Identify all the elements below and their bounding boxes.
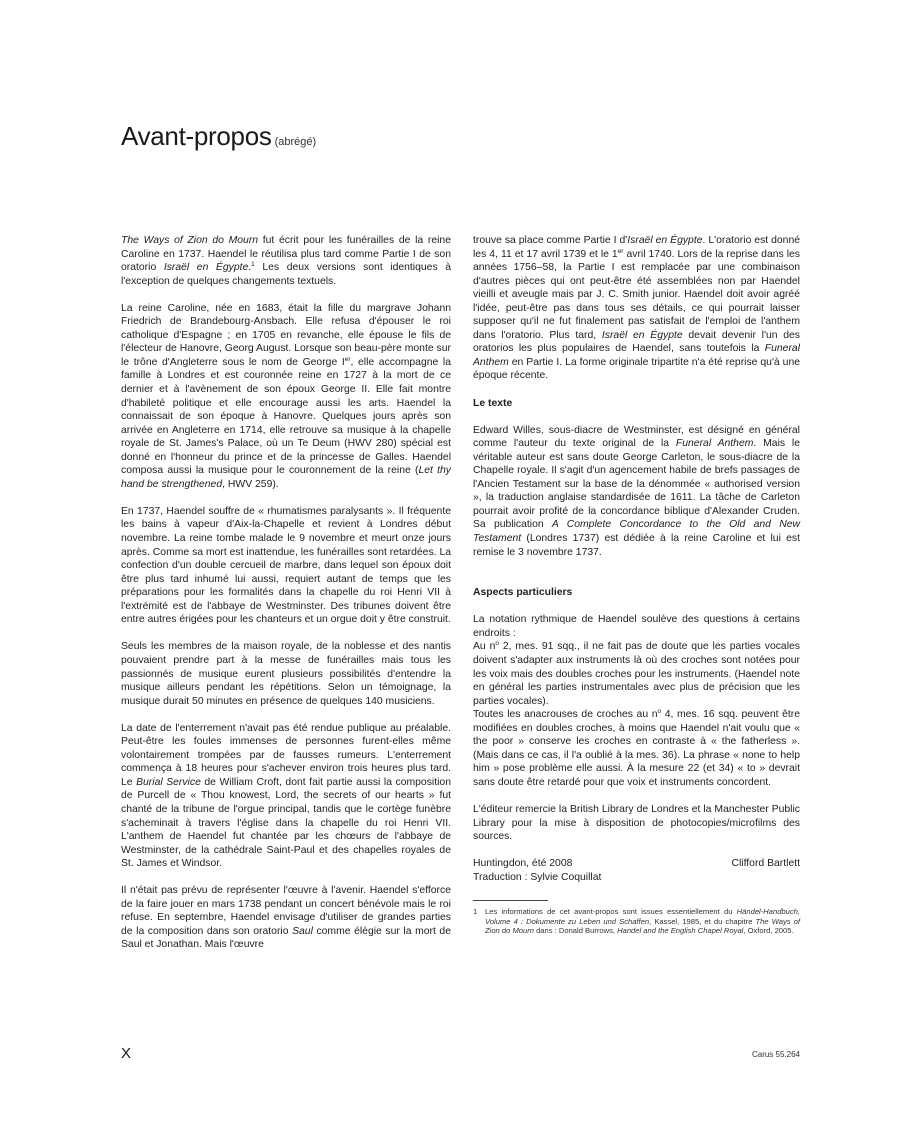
author-name: Clifford Bartlett xyxy=(731,858,800,870)
page-title: Avant-propos xyxy=(121,121,272,151)
work-title: Funeral Anthem xyxy=(675,438,754,450)
catalog-number: Carus 55.264 xyxy=(751,1050,800,1059)
footnote-divider xyxy=(473,900,548,901)
work-title: The Ways of Zion do Mourn xyxy=(121,235,259,246)
paragraph: La reine Caroline, née en 1683, était la fille du margrave Johann Friedrich de Brandebourg-Ansbach. Elle refusa d'épouser le roi catholique d'Espagne ; en 1705 en revanche, elle épouse le fils de l'électeur de Hanovre, Georg August. Lorsque son beau-père monte sur le trône d'Angleterre sous le nom de George Ier, elle accompagne la famille à Londres et est couronnée reine en 1727 à la mort de ce dernier et à l'avènement de son époux George II. Elle fait montre d'habileté politique et elle encourage aussi les arts. Haendel la connaissait de son époque à Hanovre. Quelques jours après son arrivée en Angleterre en 1714, elle retrouve sa musique à la chapelle royale de St. James's Palace, où un Te Deum (HWV 280) spécial est donné en l'honneur du prince et de la princesse de Galles. Haendel composa aussi la musique pour le couronnement de la reine (Let thy hand be strengthened, HWV 259). xyxy=(121,302,451,490)
translator: Traduction : Sylvie Coquillat xyxy=(473,871,602,883)
signature-line xyxy=(473,857,800,871)
paragraph: La date de l'enterrement n'avait pas été rendue publique au préalable. Peut-être les foules immenses de personnes furent-elles même volontairement trompées par de fausses rumeurs. L'enterrement commença à 18 heures pour s'achever environ trois heures plus tard. Le Burial Service de William Croft, dont fait partie aussi la composition de Purcell de « Thou knowest, Lord, the secrets of our hearts » fut chanté de la tribune de l'orgue principal, tandis que le cortège funèbre s'acheminait à travers l'église dans la chapelle du roi Henri VII. L'anthem de Haendel fut chantée par les chœurs de l'abbaye de Westminster, de la cathédrale Saint-Paul et des chapelles royales de St. James et Windsor. xyxy=(121,722,451,870)
work-title: Burial Service xyxy=(136,776,201,788)
work-title: Let thy hand be strengthened xyxy=(121,465,451,490)
book-title: A Complete Concordance to the Old and New Testament xyxy=(473,519,800,545)
paragraph: En 1737, Haendel souffre de « rhumatismes paralysants ». Il fréquente les bains à vapeur d'Aix-la-Chapelle et revient à Londres début novembre. La reine tombe malade le 9 novembre et meurt onze jours après. Comme sa mort est inattendue, les funérailles sont retardées. La confection d'un double cercueil de marbre, dans lequel son époux doit être plus tard inhumé lui aussi, requiert autant de temps que les préparations pour les formalités dans la chapelle du roi Henri VII à l'extrémité est de l'abbaye de Westminster. Des tribunes doivent être entre autres érigées pour les chanteurs et un orgue doit y être construit. xyxy=(121,505,451,626)
place-date: Huntingdon, été 2008 xyxy=(473,858,573,870)
paragraph: Edward Willes, sous-diacre de Westminster, est désigné en général comme l'auteur du texte original de la Funeral Anthem. Mais le véritable auteur est sans doute George Carleton, le sous-diacre de la Chapelle royale. Il s'agit d'un agencement habile de brefs passages de l'Ancien Testament sur la base de la dénommée « authorised version », la traduction anglaise standardisée de 1611. La tâche de Carleton pourrait avoir profité de la concordance biblique d'Alexander Cruden. Sa publication A Complete Concordance to the Old and New Testament (Londres 1737) est dédiée à la reine Caroline et lui est remise le 3 novembre 1737. xyxy=(473,424,800,558)
spacer xyxy=(473,573,800,587)
footnote-mark: 1 xyxy=(473,907,478,917)
right-column xyxy=(473,234,800,936)
oratorio-title: Israël en Égypte xyxy=(163,262,249,274)
work-title: Funeral Anthem xyxy=(473,343,800,368)
paragraph: La notation rythmique de Haendel soulève des questions à certains endroits : Au $n^o$ 2, mes. 91 sqq., il ne fait pas de doute que les parties vocales doivent s'adapter aux instruments là où des croches sont notées pour les voix mais des doubles croches pour les instruments. (Haendel note en général les parties instrumentales avec plus de précision que les parties vocales). Toutes les anacrouses de croches au $n^o$ 4, mes. 16 sqq. peuvent être modifiées en doubles croches, à moins que Haendel n'ait voulu que « the poor » conserve les croches en contraste à « the fatherless ». (Mais dans ce cas, il l'a oublié à la mes. 36). La phrase « none to help him » pose problème elle aussi. À la mesure 22 (et 34) « to » devrait sans doute être retardé pour que voix et instruments concordent. xyxy=(473,614,800,788)
paragraph: L'éditeur remercie la British Library de Londres et la Manchester Public Library pour la mise à disposition de photocopies/microfilms des sources. xyxy=(473,803,800,843)
paragraph: trouve sa place comme Partie I d'Israël en Égypte. L'oratorio est donné les 4, 11 et 17 avril 1739 et le 1er avril 1740. Lors de la reprise dans les années 1756–58, la Partie I est remplacée par une combinaison d'autres pièces qui ont peut-être été assemblées non par Haendel vieilli et aveugle mais par J. C. Smith junior. Haendel doit avoir agréé l'idée, peut-être pas dans tous ses détails, ce qui pourrait laisser supposer qu'il ne fut finalement pas satisfait de l'emploi de l'anthem dans l'oratorio. Plus tard, Israël en Égypte devait devenir l'un des oratorios les plus populaires de Haendel, sans toutefois la Funeral Anthem en Partie I. La forme originale tripartite n'a été reprise qu'à une époque récente. xyxy=(473,235,801,382)
page-number: X xyxy=(121,1045,132,1062)
paragraph: The Ways of Zion do Mourn fut écrit pour les funérailles de la reine Caroline en 1737. Haendel le réutilisa plus tard comme Partie I de son oratorio Israël en Égypte.$^1$ Les deux versions sont identiques à l'exception de quelques changements textuels. xyxy=(121,235,451,287)
left-column xyxy=(121,234,451,952)
work-title: Saul xyxy=(292,925,313,937)
section-heading-aspects: Aspects particuliers xyxy=(473,587,573,599)
oratorio-title: Israël en Égypte xyxy=(601,329,683,341)
footnote-ref: 1 xyxy=(251,261,255,269)
paragraph: Il n'était pas prévu de représenter l'œuvre à l'avenir. Haendel s'efforce de la faire jouer en mars 1738 pendant un concert bénévole mais le roi refuse. En septembre, Haendel envisage d'utiliser de grandes parties de la composition dans son oratorio Saul comme élégie sur la mort de Saul et Jonathan. Mais l'œuvre xyxy=(121,885,451,951)
paragraph: Seuls les membres de la maison royale, de la noblesse et des nantis pouvaient prendre part à la messe de funérailles mais tous les passionnés de musique eurent plusieurs possibilités d'entendre la musique ailleurs pendant les répétitions. Selon un témoignage, la musique durait 50 minutes en présence de quelques 140 musiciens. xyxy=(121,641,451,707)
page-subtitle: (abrégé) xyxy=(274,136,317,148)
section-heading-texte: Le texte xyxy=(473,397,513,409)
footnote-text: Les informations de cet avant-propos sont issues essentiellement du Händel-Handbuch, Volume 4 : Dokumente zu Leben und Schaffen, Kassel, 1985, et du chapitre The Ways of Zion do Mourn dans : Donald Burrows, Handel and the English Chapel Royal, Oxford, 2005. xyxy=(485,907,800,936)
title-block xyxy=(121,121,316,152)
footnote xyxy=(473,907,800,936)
oratorio-title: Israël en Égypte xyxy=(627,235,703,246)
